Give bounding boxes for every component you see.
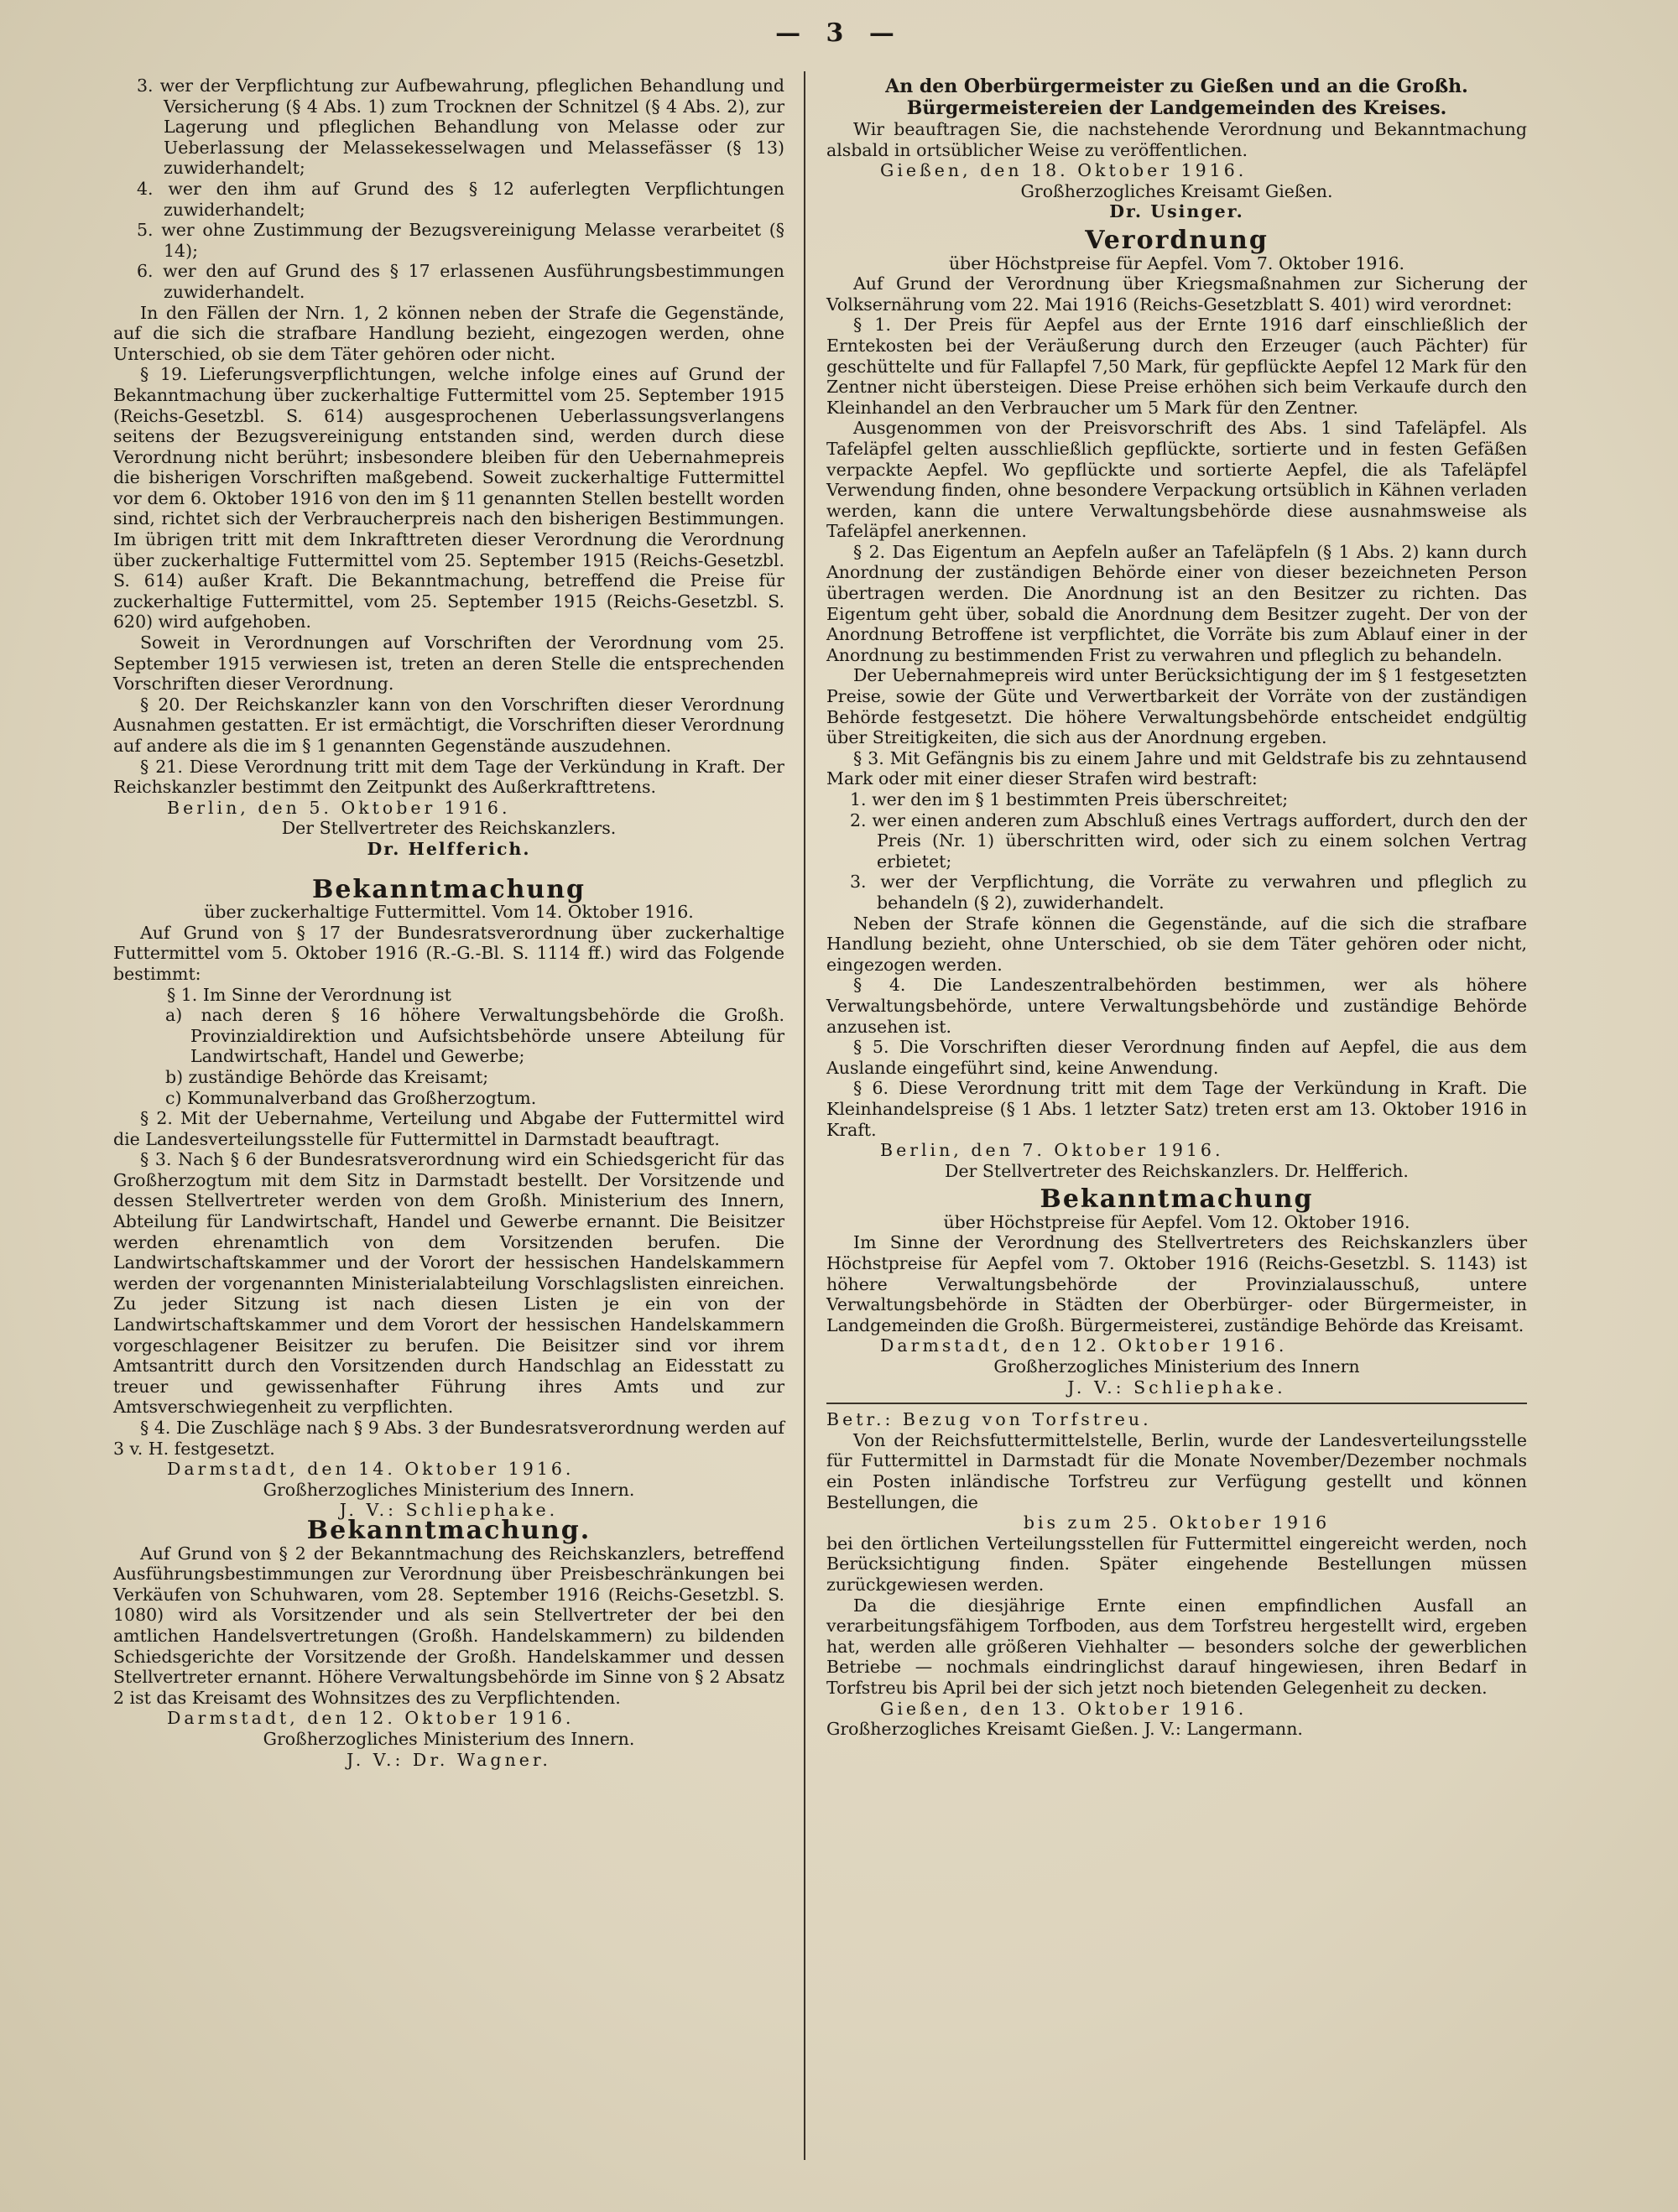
dateline: Gießen, den 13. Oktober 1916.: [880, 1698, 1248, 1719]
section-heading: Bekanntmachung.: [306, 1515, 591, 1545]
paragraph: § 1. Im Sinne der Verordnung ist: [167, 984, 451, 1005]
list-item: 2. wer einen anderen zum Abschluß eines Vertrags auffordert, durch den der Preis (Nr. 1) überschritten wird, oder sich zu einem solchen Vertrag erbietet;: [850, 809, 1527, 872]
signature-line: Der Stellvertreter des Reichskanzlers.: [281, 818, 617, 839]
paragraph: bei den örtlichen Verteilungsstellen für Futtermittel eingereicht werden, noch Berücksichtigung finden. Später eingehende Bestellungen müssen zurückgewiesen werden.: [826, 1533, 1527, 1595]
address-heading: Bürgermeistereien der Landgemeinden des Kreises.: [906, 97, 1447, 119]
signature-name: Dr. Usinger.: [1109, 201, 1244, 222]
section-subtitle: über Höchstpreise für Aepfel. Vom 7. Oktober 1916.: [948, 252, 1405, 273]
section-subtitle: über Höchstpreise für Aepfel. Vom 12. Oktober 1916.: [943, 1211, 1410, 1232]
section-subtitle: über zuckerhaltige Futtermittel. Vom 14. Oktober 1916.: [204, 902, 694, 923]
signature-name: J. V.: Schliephake.: [1067, 1377, 1286, 1397]
paragraph: § 4. Die Landeszentralbehörden bestimmen, wer als höhere Verwaltungsbehörde, untere Verwaltungsbehörde und zuständige Behörde anzusehen ist.: [826, 975, 1527, 1037]
deadline: bis zum 25. Oktober 1916: [1023, 1512, 1331, 1533]
paragraph: § 1. Der Preis für Aepfel aus der Ernte 1916 darf einschließlich der Erntekosten bei der Veräußerung durch den Erzeuger (auch Pächter) für geschüttelte und für Fallapfel 7,50 Mark, für gepflückte Aepfel 12 Mark für den Zentner nicht übersteigen. Diese Preise erhöhen sich beim Verkaufe durch den Kleinhandel an den Verbraucher um 5 Mark für den Zentner.: [826, 315, 1527, 418]
dateline: Darmstadt, den 12. Oktober 1916.: [880, 1335, 1288, 1356]
list-item: 5. wer ohne Zustimmung der Bezugsvereinigung Melasse verarbeitet (§ 14);: [137, 220, 784, 261]
left-column: [113, 75, 784, 1770]
dateline: Berlin, den 5. Oktober 1916.: [167, 797, 511, 818]
signature-line: Der Stellvertreter des Reichskanzlers. Dr. Helfferich.: [945, 1160, 1409, 1181]
list-item: c) Kommunalverband das Großherzogtum.: [165, 1087, 537, 1108]
right-column: [826, 75, 1527, 1740]
paragraph: § 21. Diese Verordnung tritt mit dem Tage der Verkündung in Kraft. Der Reichskanzler bestimmt den Zeitpunkt des Außerkrafttretens.: [113, 756, 784, 798]
paragraph: § 3. Nach § 6 der Bundesratsverordnung wird ein Schiedsgericht für das Großherzogtum mit dem Sitz in Darmstadt bestellt. Der Vorsitzende und dessen Stellvertreter werden von dem Großh. Ministerium des Innern, Abteilung für Landwirtschaft, Handel und Gewerbe ernannt. Die Beisitzer werden ehrenamtlich von dem Vorsitzenden berufen. Die Landwirtschaftskammer und der Vorort der hessischen Handelskammern werden der vorgenannten Ministerialabteilung Vorschlagslisten einreichen. Zu jeder Sitzung ist nach diesen Listen je ein von der Landwirtschaftskammer und dem Vorort der hessischen Handelskammern vorgeschlagener Beisitzer zu berufen. Die Beisitzer sind vor ihrem Amtsantritt durch den Vorsitzenden durch Handschlag an Eidesstatt zu treuer und gewissenhafter Führung ihres Amts und zur Amtsverschwiegenheit zu verpflichten.: [113, 1149, 784, 1418]
address-heading: An den Oberbürgermeister zu Gießen und an die Großh.: [885, 75, 1468, 97]
paragraph: In den Fällen der Nrn. 1, 2 können neben der Strafe die Gegenstände, auf die sich die strafbare Handlung bezieht, eingezogen werden, ohne Unterschied, ob sie dem Täter gehören oder nicht.: [113, 302, 784, 364]
list-item: 1. wer den im § 1 bestimmten Preis überschreitet;: [850, 789, 1289, 809]
column-divider: [804, 71, 805, 2160]
paragraph: § 20. Der Reichskanzler kann von den Vorschriften dieser Verordnung Ausnahmen gestatten. Er ist ermächtigt, die Vorschriften dieser Verordnung auf andere als die im § 1 genannten Gegenstände auszudehnen.: [113, 694, 784, 756]
paragraph: Auf Grund von § 17 der Bundesratsverordnung über zuckerhaltige Futtermittel vom 5. Oktober 1916 (R.-G.-Bl. S. 1114 ff.) wird das Folgende bestimmt:: [113, 922, 784, 984]
section-heading: Bekanntmachung: [1040, 1184, 1314, 1215]
paragraph: Ausgenommen von der Preisvorschrift des Abs. 1 sind Tafeläpfel. Als Tafeläpfel gelten ausschließlich gepflückte, sortierte und in festen Gefäßen verpackte Aepfel. Wo gepflückte und sortierte Aepfel, die als Tafeläpfel Verwendung finden, ohne besondere Verpackung ortsüblich in Kähnen verladen werden, kann die untere Verwaltungsbehörde diese ausnahmsweise als Tafeläpfel anerkennen.: [826, 418, 1527, 542]
section-rule: [826, 1397, 1527, 1404]
paragraph: Der Uebernahmepreis wird unter Berücksichtigung der im § 1 festgesetzten Preise, sowie der Güte und Verwertbarkeit der Vorräte von der zuständigen Behörde festgesetzt. Die höhere Verwaltungsbehörde entscheidet endgültig über Streitigkeiten, die sich aus der Anordnung ergeben.: [826, 665, 1527, 748]
paragraph: § 6. Diese Verordnung tritt mit dem Tage der Verkündung in Kraft. Die Kleinhandelspreise (§ 1 Abs. 1 letzter Satz) treten erst am 13. Oktober 1916 in Kraft.: [826, 1078, 1527, 1140]
paragraph: § 3. Mit Gefängnis bis zu einem Jahre und mit Geldstrafe bis zu zehntausend Mark oder mit einer dieser Strafen wird bestraft:: [826, 747, 1527, 789]
dateline: Darmstadt, den 14. Oktober 1916.: [167, 1459, 575, 1480]
dateline: Gießen, den 18. Oktober 1916.: [880, 160, 1248, 181]
signature-line: Großherzogliches Ministerium des Innern: [993, 1356, 1360, 1377]
section-heading: Bekanntmachung: [311, 874, 586, 904]
paragraph: § 4. Die Zuschläge nach § 9 Abs. 3 der Bundesratsverordnung werden auf 3 v. H. festgesetzt.: [113, 1418, 784, 1459]
paragraph: Soweit in Verordnungen auf Vorschriften der Verordnung vom 25. September 1915 verwiesen ist, treten an deren Stelle die entsprechenden Vorschriften dieser Verordnung.: [113, 632, 784, 695]
paragraph: Auf Grund der Verordnung über Kriegsmaßnahmen zur Sicherung der Volksernährung vom 22. Mai 1916 (Reichs-Gesetzblatt S. 401) wird verordnet:: [826, 273, 1527, 315]
signature-name: Dr. Helfferich.: [367, 838, 531, 859]
paragraph: § 2. Das Eigentum an Aepfeln außer an Tafeläpfeln (§ 1 Abs. 2) kann durch Anordnung der zuständigen Behörde einer von dieser bezeichneten Person übertragen werden. Die Anordnung ist an den Besitzer zu richten. Das Eigentum geht über, sobald die Anordnung dem Besitzer zugeht. Der von der Anordnung Betroffene ist verpflichtet, die Vorräte bis zum Ablauf einer in der Anordnung zu bestimmenden Frist zu verwahren und pfleglich zu behandeln.: [826, 541, 1527, 665]
dateline: Berlin, den 7. Oktober 1916.: [880, 1140, 1224, 1161]
signature-name: J. V.: Dr. Wagner.: [347, 1749, 551, 1770]
signature-line: Großherzogliches Kreisamt Gießen. J. V.: Langermann.: [826, 1719, 1303, 1740]
signature-name: J. V.: Schliephake.: [339, 1500, 559, 1521]
signature-line: Großherzogliches Ministerium des Innern.: [263, 1728, 635, 1749]
paragraph: § 19. Lieferungsverpflichtungen, welche infolge eines auf Grund der Bekanntmachung über zuckerhaltige Futtermittel vom 25. September 1915 (Reichs-Gesetzbl. S. 614) ausgesprochenen Ueberlassungsverlangens seitens der Bezugsvereinigung entstanden sind, werden durch diese Verordnung nicht berührt; insbesondere bleiben für den Uebernahmepreis die bisherigen Vorschriften maßgebend. Soweit zuckerhaltige Futtermittel vor dem 6. Oktober 1916 von den im § 11 genannten Stellen bestellt worden sind, richtet sich der Verbraucherpreis nach den bisherigen Bestimmungen. Im übrigen tritt mit dem Inkrafttreten dieser Verordnung die Verordnung über zuckerhaltige Futtermittel vom 25. September 1915 (Reichs-Gesetzbl. S. 614) außer Kraft. Die Bekanntmachung, betreffend die Preise für zuckerhaltige Futtermittel, vom 25. September 1915 (Reichs-Gesetzbl. S. 620) wird aufgehoben.: [113, 364, 784, 632]
list-item: b) zuständige Behörde das Kreisamt;: [165, 1066, 489, 1087]
paragraph: Im Sinne der Verordnung des Stellvertreters des Reichskanzlers über Höchstpreise für Aepfel vom 7. Oktober 1916 (Reichs-Gesetzbl. S. 1143) ist höhere Verwaltungsbehörde der Provinzialausschuß, untere Verwaltungsbehörde in Städten der Oberbürger- oder Bürgermeister, in Landgemeinden die Großh. Bürgermeisterei, zuständige Behörde das Kreisamt.: [826, 1232, 1527, 1335]
page-number: — 3 —: [775, 18, 903, 48]
subject-line: Betr.: Bezug von Torfstreu.: [826, 1409, 1152, 1430]
paragraph: Auf Grund von § 2 der Bekanntmachung des Reichskanzlers, betreffend Ausführungsbestimmungen zur Verordnung über Preisbeschränkungen bei Verkäufen von Schuhwaren, vom 28. September 1916 (Reichs-Gesetzbl. S. 1080) wird als Vorsitzender und als sein Stellvertreter der bei den amtlichen Handelsvertretungen (Großh. Handelskammern) zu bildenden Schiedsgerichte der Vorsitzende der Großh. Handelskammer und dessen Stellvertreter ernannt. Höhere Verwaltungsbehörde im Sinne von § 2 Absatz 2 ist das Kreisamt des Wohnsitzes des zu Verpflichtenden.: [113, 1543, 784, 1708]
paragraph: Neben der Strafe können die Gegenstände, auf die sich die strafbare Handlung bezieht, ohne Unterschied, ob sie dem Täter gehören oder nicht, eingezogen werden.: [826, 913, 1527, 975]
list-item: a) nach deren § 16 höhere Verwaltungsbehörde die Großh. Provinzialdirektion und Aufsichtsbehörde unsere Abteilung für Landwirtschaft, Handel und Gewerbe;: [165, 1005, 784, 1067]
paragraph: Wir beauftragen Sie, die nachstehende Verordnung und Bekanntmachung alsbald in ortsüblicher Weise zu veröffentlichen.: [826, 119, 1527, 160]
list-item: 4. wer den ihm auf Grund des § 12 auferlegten Verpflichtungen zuwiderhandelt;: [137, 178, 784, 220]
paragraph: Da die diesjährige Ernte einen empfindlichen Ausfall an verarbeitungsfähigem Torfboden, aus dem Torfstreu hergestellt wird, ergeben hat, werden alle größeren Viehhalter — besonders solche der gewerblichen Betriebe — nochmals eindringlichst darauf hingewiesen, ihren Bedarf in Torfstreu bis April bei der sich jetzt noch bietenden Gelegenheit zu decken.: [826, 1595, 1527, 1698]
paragraph: § 2. Mit der Uebernahme, Verteilung und Abgabe der Futtermittel wird die Landesverteilungsstelle für Futtermittel in Darmstadt beauftragt.: [113, 1108, 784, 1149]
list-item: 6. wer den auf Grund des § 17 erlassenen Ausführungsbestimmungen zuwiderhandelt.: [137, 261, 784, 302]
paragraph: Von der Reichsfuttermittelstelle, Berlin, wurde der Landesverteilungsstelle für Futtermittel in Darmstadt für die Monate November/Dezember nochmals ein Posten inländische Torfstreu zur Verfügung gestellt und können Bestellungen, die: [826, 1429, 1527, 1512]
signature-line: Großherzogliches Kreisamt Gießen.: [1020, 180, 1333, 201]
list-item: 3. wer der Verpflichtung, die Vorräte zu verwahren und pfleglich zu behandeln (§ 2), zuwiderhandelt.: [850, 872, 1527, 913]
section-heading: Verordnung: [1085, 225, 1269, 255]
dateline: Darmstadt, den 12. Oktober 1916.: [167, 1708, 575, 1729]
paragraph: § 5. Die Vorschriften dieser Verordnung finden auf Aepfel, die aus dem Auslande eingeführt sind, keine Anwendung.: [826, 1037, 1527, 1078]
list-item: 3. wer der Verpflichtung zur Aufbewahrung, pfleglichen Behandlung und Versicherung (§ 4 Abs. 1) zum Trocknen der Schnitzel (§ 4 Abs. 2), zur Lagerung und pfleglichen Behandlung von Melasse oder zur Ueberlassung der Melassekesselwagen und Melassefässer (§ 13) zuwiderhandelt;: [137, 75, 784, 179]
signature-line: Großherzogliches Ministerium des Innern.: [263, 1479, 635, 1500]
